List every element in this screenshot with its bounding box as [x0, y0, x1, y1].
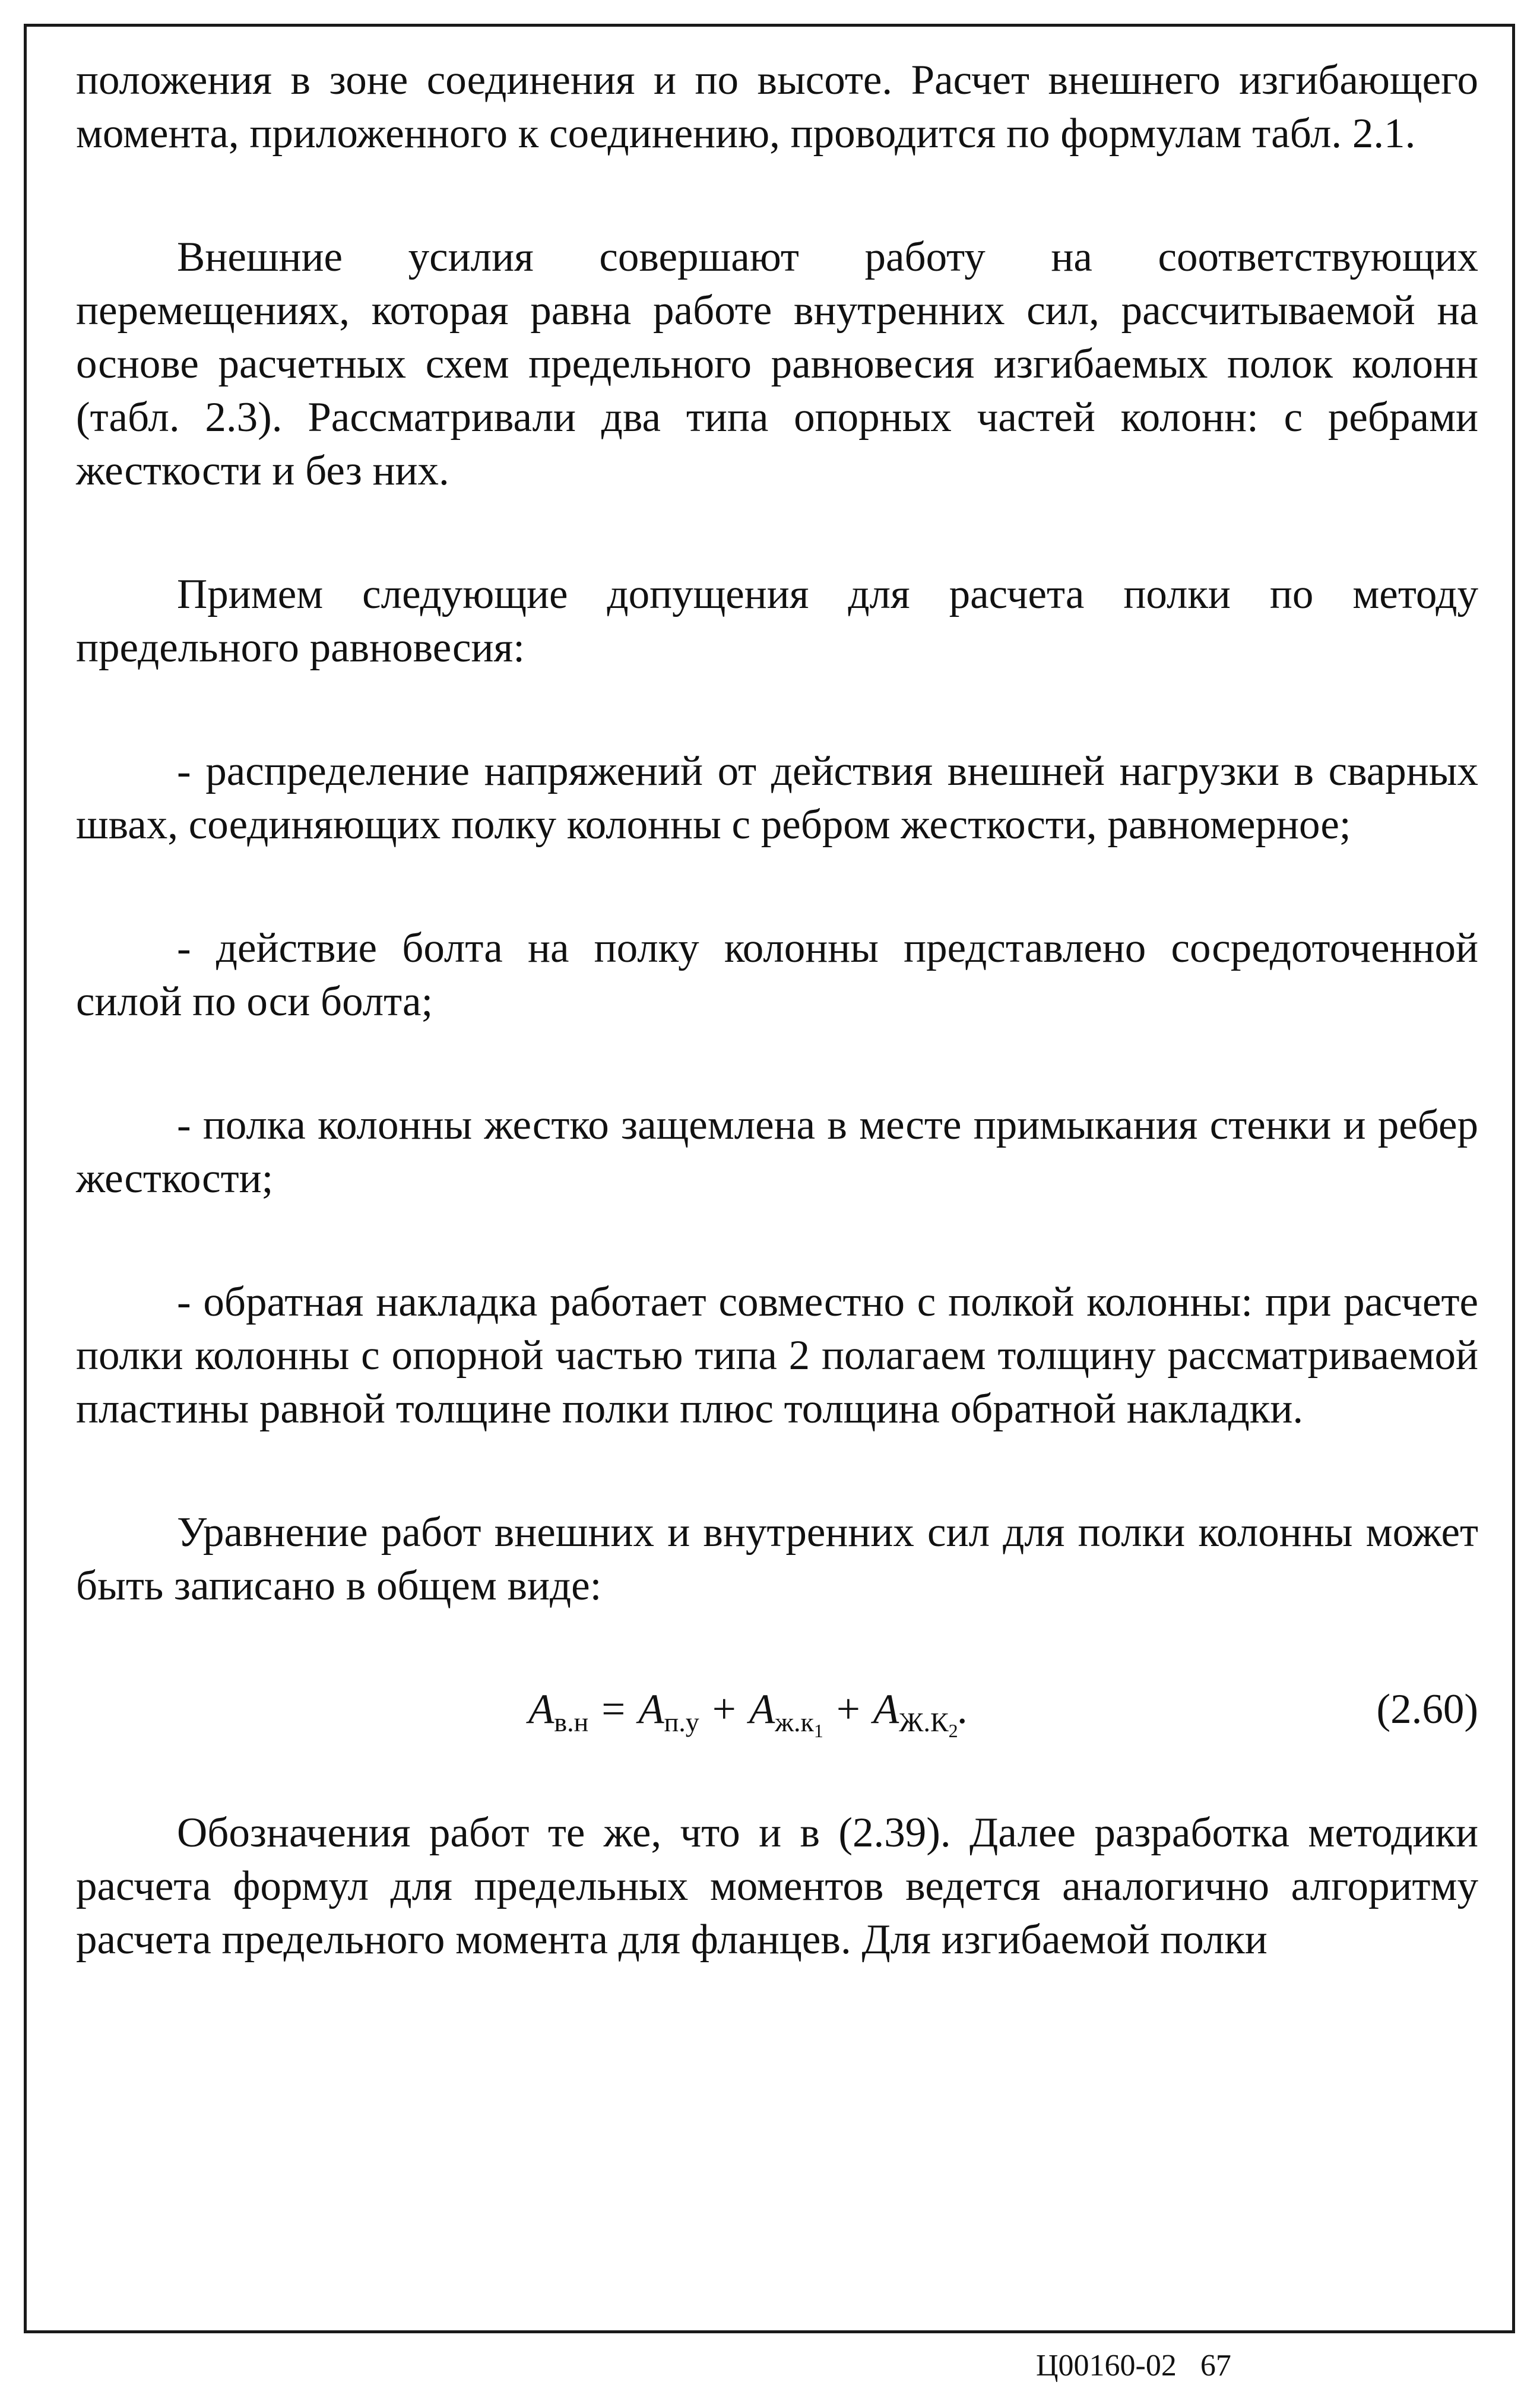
plus-sign: + — [712, 1686, 736, 1732]
page-number: 67 — [1200, 2349, 1231, 2383]
paragraph-3: Примем следующие допущения для расчета полки по методу предельного равновесия: — [76, 571, 1478, 671]
equation-symbol: A — [528, 1686, 554, 1732]
equation-period: . — [958, 1686, 969, 1732]
subscript-index: 1 — [813, 1720, 823, 1741]
paragraph-4: Уравнение работ внешних и внутренних сил для полки колонны может быть записано в общем виде: — [76, 1509, 1478, 1609]
equation-2-60 — [76, 1683, 1478, 1741]
paragraph-5: Обозначения работ те же, что и в (2.39). Далее разработка методики расчета формул для предельных моментов ведется аналогично алгоритму расчета предельного момента для фланцев. Для изгибаемой полки — [76, 1810, 1478, 1963]
equation-subscript: в.н — [554, 1707, 589, 1737]
list-item-1: - распределение напряжений от действия внешней нагрузки в сварных швах, соединяющих полку колонны с ребром жесткости, равномерное; — [76, 748, 1478, 848]
equation-symbol: A — [749, 1686, 775, 1732]
subscript-text: Ж.К — [899, 1707, 949, 1737]
equation-subscript — [899, 1707, 958, 1741]
paragraph-2: Внешние усилия совершают работу на соответствующих перемещениях, которая равна работе внутренних сил, рассчитываемой на основе расчетных схем предельного равновесия изгибаемых полок колонн (табл. 2.3). Рассматривали два типа опорных частей колонн: с ребрами жесткости и без них. — [76, 234, 1478, 494]
equation-body — [528, 1683, 968, 1757]
equation-subscript — [775, 1707, 823, 1741]
subscript-index: 2 — [948, 1720, 958, 1741]
list-item-4: - обратная накладка работает совместно с полкой колонны: при расчете полки колонны с опорной частью типа 2 полагаем толщину рассматриваемой пластины равной толщине полки плюс толщина обратной накладки. — [76, 1279, 1478, 1432]
equation-symbol: A — [873, 1686, 899, 1732]
equals-sign: = — [601, 1686, 626, 1732]
list-item-2: - действие болта на полку колонны представлено сосредоточенной силой по оси болта; — [76, 925, 1478, 1025]
equation-number: (2.60) — [1376, 1686, 1478, 1732]
page-footer — [1036, 2348, 1231, 2384]
equation-symbol: A — [638, 1686, 664, 1732]
plus-sign: + — [836, 1686, 860, 1732]
document-code: Ц00160-02 — [1036, 2349, 1177, 2383]
equation-subscript: п.у — [664, 1707, 699, 1737]
list-item-3: - полка колонны жестко защемлена в месте примыкания стенки и ребер жесткости; — [76, 1102, 1478, 1202]
page-body — [76, 53, 1478, 2036]
paragraph-1: положения в зоне соединения и по высоте. Расчет внешнего изгибающего момента, приложенного к соединению, проводится по формулам табл. 2.1. — [76, 57, 1478, 157]
subscript-text: ж.к — [775, 1707, 814, 1737]
